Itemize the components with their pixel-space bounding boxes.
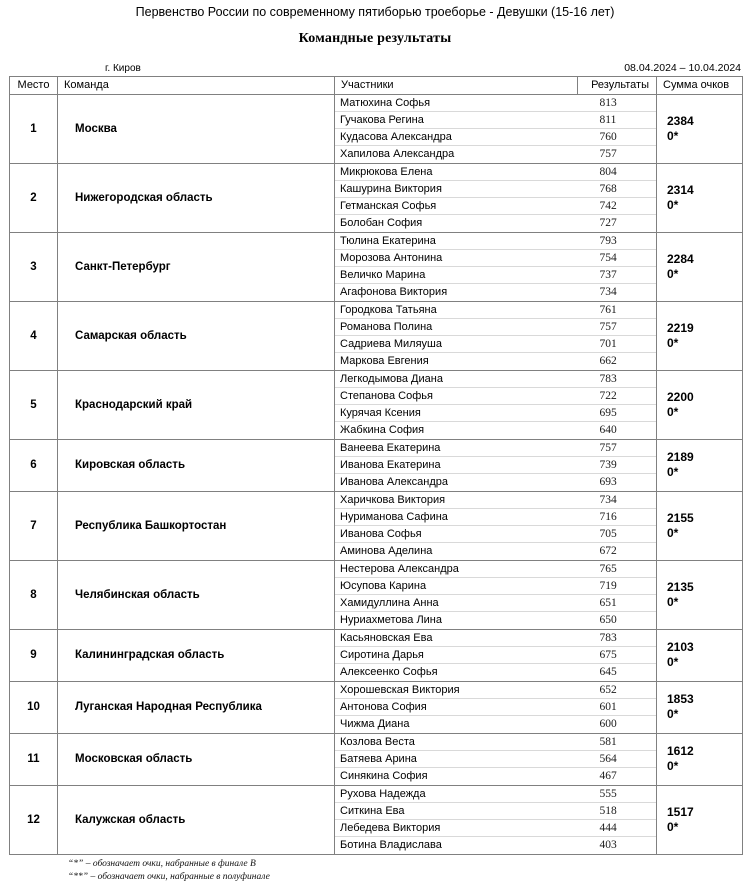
athlete-result: 734 [578,492,657,509]
team-name: Самарская область [58,301,335,370]
team-athlete-results [578,785,657,854]
athlete-result: 742 [578,198,657,215]
athlete-result: 467 [599,769,617,782]
document-subtitle: Командные результаты [298,30,452,46]
team-total-points [657,681,743,733]
team-athlete-results [578,439,657,491]
team-total-points [657,733,743,785]
team-total-points [657,629,743,681]
athlete-name: Величко Марина [335,267,578,284]
team-place: 10 [10,681,58,733]
athlete-name: Хорошевская Виктория [335,682,578,699]
table-row [10,94,743,163]
table-row [10,681,743,733]
team-athlete-results [578,94,657,163]
athlete-result: 739 [578,457,657,474]
table-row [10,301,743,370]
athlete-result: 652 [578,682,657,699]
team-place: 8 [10,560,58,629]
team-athletes [335,163,578,232]
team-athlete-results [578,629,657,681]
team-total-value: 1853 [667,692,694,706]
column-header-place: Место [10,76,58,94]
athlete-result: 662 [599,354,617,367]
athlete-name: Курячая Ксения [335,405,578,422]
athlete-result: 581 [578,734,657,751]
team-total-points [657,370,743,439]
athlete-result: 757 [578,440,657,457]
athlete-name: Харичкова Виктория [335,492,578,509]
athlete-name: Кудасова Александра [335,129,578,146]
athlete-name: Матюхина Софья [335,95,578,112]
document-title: Первенство России по современному пятиборью троеборье - Девушки (15-16 лет) [135,5,615,19]
column-header-sum: Сумма очков [657,76,743,94]
team-total-value: 1612 [667,744,694,758]
team-place: 1 [10,94,58,163]
athlete-name: Агафонова Виктория [340,285,448,298]
athlete-result: 757 [578,319,657,336]
athlete-name: Болобан София [340,216,423,229]
athlete-result: 737 [578,267,657,284]
team-total-points [657,785,743,854]
team-total-points [657,491,743,560]
athlete-name: Микрюкова Елена [335,164,578,181]
athlete-name: Лебедева Виктория [335,820,578,837]
athlete-name: Гучакова Регина [335,112,578,129]
athlete-result: 518 [578,803,657,820]
athlete-name: Романова Полина [335,319,578,336]
team-bonus-value: 0* [667,655,679,669]
athlete-result: 811 [578,112,657,129]
table-row [10,785,743,854]
athlete-name: Кашурина Виктория [335,181,578,198]
team-name: Кировская область [58,439,335,491]
athlete-result: 555 [578,786,657,803]
athlete-result: 768 [578,181,657,198]
athlete-result: 804 [578,164,657,181]
team-total-value: 2219 [667,320,694,335]
athlete-name: Чижма Диана [340,717,410,730]
team-athletes [335,733,578,785]
table-row [10,629,743,681]
team-name: Санкт-Петербург [58,232,335,301]
team-name: Челябинская область [58,560,335,629]
team-athlete-results [578,681,657,733]
team-athletes [335,491,578,560]
team-bonus-value: 0* [667,266,679,281]
athlete-name: Маркова Евгения [340,354,429,367]
column-header-team: Команда [58,76,335,94]
team-name: Калининградская область [58,629,335,681]
team-place: 7 [10,491,58,560]
footnote: “**” – обозначает очки, набранные в полуфинале [68,871,270,882]
team-place: 9 [10,629,58,681]
athlete-name: Аминова Аделина [340,544,433,557]
team-results-table [9,76,743,855]
athlete-name: Нестерова Александра [335,561,578,578]
team-name: Республика Башкортостан [58,491,335,560]
team-bonus-value: 0* [667,128,679,143]
table-row [10,560,743,629]
document-meta-row [0,56,750,76]
team-place: 4 [10,301,58,370]
athlete-name: Степанова Софья [335,388,578,405]
team-name: Калужская область [58,785,335,854]
team-place: 6 [10,439,58,491]
athlete-name: Ботина Владислава [340,838,442,851]
team-bonus-value: 0* [667,335,679,350]
athlete-result: 719 [578,578,657,595]
athlete-result: 760 [578,129,657,146]
team-total-points [657,94,743,163]
athlete-result: 403 [599,838,617,851]
athlete-name: Городкова Татьяна [335,302,578,319]
team-total-points [657,232,743,301]
team-athletes [335,370,578,439]
team-athletes [335,301,578,370]
team-total-points [657,163,743,232]
athlete-result: 716 [578,509,657,526]
team-total-points [657,301,743,370]
event-city: г. Киров [105,62,141,74]
team-total-value: 2103 [667,640,694,654]
athlete-name: Сиротина Дарья [335,647,578,664]
team-athletes [335,232,578,301]
team-total-value: 2189 [667,450,694,464]
athlete-name: Иванова Екатерина [335,457,578,474]
athlete-result: 765 [578,561,657,578]
team-total-value: 2200 [667,389,694,404]
athlete-result: 444 [578,820,657,837]
team-athlete-results [578,301,657,370]
team-bonus-value: 0* [667,525,679,540]
athlete-result: 672 [599,544,617,557]
team-place: 3 [10,232,58,301]
team-bonus-value: 0* [667,404,679,419]
team-place: 5 [10,370,58,439]
team-bonus-value: 0* [667,197,679,212]
team-bonus-value: 0* [667,707,679,721]
team-name: Московская область [58,733,335,785]
event-dates: 08.04.2024 – 10.04.2024 [624,61,741,74]
athlete-result: 813 [578,95,657,112]
team-athlete-results [578,370,657,439]
table-row [10,370,743,439]
table-body [10,94,743,854]
team-athletes [335,560,578,629]
athlete-name: Садриева Миляуша [335,336,578,353]
table-row [10,733,743,785]
team-name: Москва [58,94,335,163]
team-athletes [335,681,578,733]
athlete-name: Нуриахметова Лина [340,613,442,626]
footnotes-block [0,858,750,884]
athlete-result: 650 [599,613,617,626]
athlete-name: Козлова Веста [335,734,578,751]
team-total-value: 2155 [667,510,694,525]
athlete-result: 727 [599,216,617,229]
athlete-result: 651 [578,595,657,612]
athlete-result: 564 [578,751,657,768]
team-bonus-value: 0* [667,819,679,834]
table-header-row [10,76,743,94]
athlete-result: 783 [578,371,657,388]
athlete-result: 757 [599,147,617,160]
athlete-name: Иванова Софья [335,526,578,543]
athlete-result: 793 [578,233,657,250]
team-bonus-value: 0* [667,594,679,609]
athlete-result: 640 [599,423,617,436]
table-row [10,491,743,560]
team-total-value: 2135 [667,579,694,594]
team-athlete-results [578,491,657,560]
athlete-name: Касьяновская Ева [335,630,578,647]
team-athletes [335,439,578,491]
athlete-result: 734 [599,285,617,298]
team-athlete-results [578,560,657,629]
athlete-name: Морозова Антонина [335,250,578,267]
athlete-name: Гетманская Софья [335,198,578,215]
team-place: 2 [10,163,58,232]
athlete-name: Батяева Арина [335,751,578,768]
team-name: Краснодарский край [58,370,335,439]
athlete-result: 754 [578,250,657,267]
table-row [10,232,743,301]
team-place: 12 [10,785,58,854]
athlete-result: 705 [578,526,657,543]
team-total-value: 2284 [667,251,694,266]
athlete-name: Рухова Надежда [335,786,578,803]
athlete-result: 693 [599,475,617,488]
athlete-name: Ситкина Ева [335,803,578,820]
athlete-name: Легкодымова Диана [335,371,578,388]
athlete-name: Хапилова Александра [340,147,455,160]
athlete-name: Юсупова Карина [335,578,578,595]
team-total-points [657,560,743,629]
team-athletes [335,94,578,163]
athlete-name: Алексеенко Софья [340,665,438,678]
athlete-name: Тюлина Екатерина [335,233,578,250]
team-total-value: 1517 [667,804,694,819]
athlete-result: 645 [599,665,617,678]
team-place: 11 [10,733,58,785]
athlete-name: Нуриманова Сафина [335,509,578,526]
team-name: Луганская Народная Республика [58,681,335,733]
table-header [10,76,743,94]
team-athletes [335,785,578,854]
column-header-participants: Участники [335,76,578,94]
team-total-value: 2314 [667,182,694,197]
athlete-name: Ванеева Екатерина [335,440,578,457]
athlete-name: Антонова София [335,699,578,716]
table-row [10,163,743,232]
team-athlete-results [578,232,657,301]
team-total-value: 2384 [667,113,694,128]
team-total-points [657,439,743,491]
athlete-result: 783 [578,630,657,647]
athlete-result: 675 [578,647,657,664]
team-athletes [335,629,578,681]
table-row [10,439,743,491]
team-bonus-value: 0* [667,465,679,479]
athlete-result: 701 [578,336,657,353]
athlete-result: 761 [578,302,657,319]
athlete-name: Синякина София [340,769,428,782]
athlete-result: 601 [578,699,657,716]
column-header-results: Результаты [578,76,657,94]
footnote: “*” – обозначает очки, набранные в финале B [68,858,256,869]
athlete-name: Иванова Александра [340,475,448,488]
team-athlete-results [578,733,657,785]
athlete-result: 722 [578,388,657,405]
team-bonus-value: 0* [667,759,679,773]
athlete-name: Жабкина София [340,423,425,436]
team-athlete-results [578,163,657,232]
team-name: Нижегородская область [58,163,335,232]
athlete-name: Хамидуллина Анна [335,595,578,612]
athlete-result: 600 [599,717,617,730]
athlete-result: 695 [578,405,657,422]
